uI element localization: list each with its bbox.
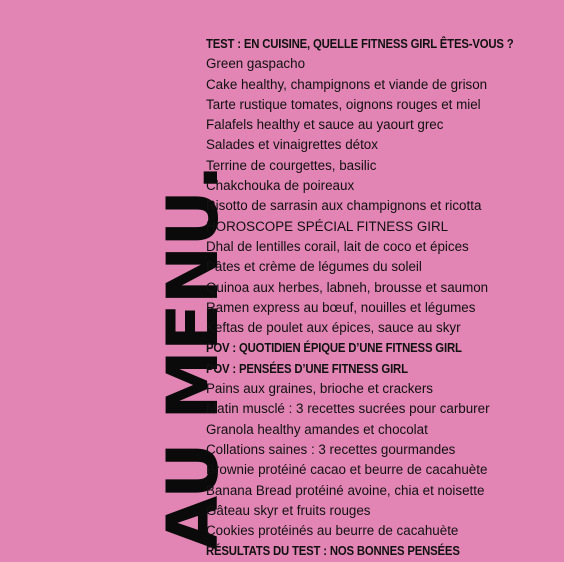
menu-item: Falafels healthy et sauce au yaourt grec — [206, 117, 444, 133]
vertical-title: AU MENU. — [152, 165, 234, 550]
menu-item: Green gaspacho — [206, 56, 306, 72]
menu-item: Pâtes et crème de légumes du soleil — [206, 259, 422, 275]
menu-item: Risotto de sarrasin aux champignons et ricotta — [206, 198, 482, 214]
menu-item: HOROSCOPE SPÉCIAL FITNESS GIRL — [206, 218, 449, 234]
menu-item: Gâteau skyr et fruits rouges — [206, 502, 371, 518]
menu-item: Quinoa aux herbes, labneh, brousse et saumon — [206, 279, 489, 295]
menu-item: Terrine de courgettes, basilic — [206, 157, 377, 173]
menu-section-heading: POV : PENSÉES D’UNE FITNESS GIRL — [206, 360, 408, 376]
menu-item: Chakchouka de poireaux — [206, 178, 355, 194]
menu-section-heading: TEST : EN CUISINE, QUELLE FITNESS GIRL ÊTES-VOUS ? — [206, 36, 514, 51]
menu-item: Cookies protéinés au beurre de cacahuète — [206, 523, 459, 539]
menu-section-heading: RÉSULTATS DU TEST : NOS BONNES PENSÉES — [206, 543, 460, 559]
menu-item: Matin musclé : 3 recettes sucrées pour carburer — [206, 401, 490, 417]
menu-item: Pains aux graines, brioche et crackers — [206, 381, 434, 397]
menu-item: Tarte rustique tomates, oignons rouges et miel — [206, 96, 481, 112]
menu-item: Salades et vinaigrettes détox — [206, 137, 378, 153]
menu-item: Granola healthy amandes et chocolat — [206, 421, 428, 437]
menu-item: Cake healthy, champignons et viande de grison — [206, 76, 488, 92]
menu-item: Banana Bread protéiné avoine, chia et noisette — [206, 482, 485, 498]
menu-item: Collations saines : 3 recettes gourmandes — [206, 441, 456, 457]
menu-section-heading: POV : QUOTIDIEN ÉPIQUE D’UNE FITNESS GIRL — [206, 340, 462, 356]
menu-item: Brownie protéiné cacao et beurre de cacahuète — [206, 462, 488, 478]
menu-item: Ramen express au bœuf, nouilles et légumes — [206, 299, 476, 315]
menu-item: Keftas de poulet aux épices, sauce au skyr — [206, 320, 461, 336]
menu-item: Dhal de lentilles corail, lait de coco et épices — [206, 238, 469, 254]
menu-list — [206, 34, 564, 562]
